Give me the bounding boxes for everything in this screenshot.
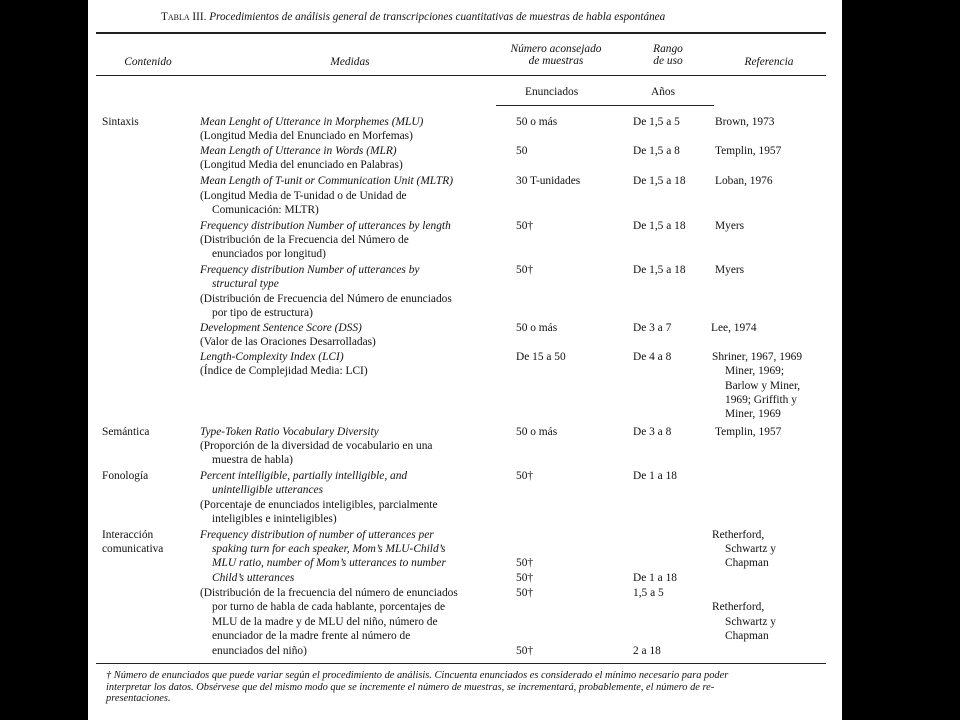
table-footnote (106, 670, 822, 705)
header-numero (494, 43, 618, 67)
measure-lci: Length-Complexity Index (LCI) (200, 351, 344, 363)
measure-dss: Development Sentence Score (DSS) (200, 322, 362, 334)
measure-pct-es-1: (Porcentaje de enunciados inteligibles, parcialmente (200, 499, 438, 511)
table-title-text: Procedimientos de análisis general de transcripciones cuantitativas de muestras de habla espontánea (209, 11, 666, 23)
measure-fdl-es-2: enunciados por longitud) (212, 248, 326, 260)
reference-ttr: Templin, 1957 (715, 426, 782, 438)
header-contenido: Contenido (124, 56, 172, 68)
measure-ttr-es-2: muestra de habla) (212, 454, 293, 466)
measure-mlu: Mean Lenght of Utterance in Morphemes (MLU) (200, 116, 424, 128)
reference-lci-1: Shriner, 1967, 1969 (712, 351, 803, 363)
measure-dss-es: (Valor de las Oraciones Desarrolladas) (200, 336, 376, 348)
reference-dss: Lee, 1974 (711, 322, 757, 334)
samples-pct: 50† (516, 470, 534, 482)
reference-lci-4: 1969; Griffith y (725, 394, 797, 406)
reference-freq-b-2: Schwartz y (725, 616, 776, 628)
footnote-line-3: presentaciones. (106, 693, 171, 705)
reference-lci-3: Barlow y Miner, (725, 380, 801, 392)
reference-lci-2: Miner, 1969; (725, 365, 785, 377)
measure-pct-es-2: inteligibles e ininteligibles) (212, 513, 337, 525)
reference-freq-b-1: Retherford, (712, 601, 765, 613)
category-fonologia: Fonología (102, 470, 149, 482)
subheader-anos: Años (651, 86, 676, 98)
measure-freq-1: Frequency distribution of number of utterances per (200, 529, 434, 541)
samples-freq-1: 50† (516, 557, 534, 569)
reference-freq-b-3: Chapman (725, 630, 769, 642)
measure-freq-3: MLU ratio, number of Mom’s utterances to number (212, 557, 446, 569)
range-mlu: De 1,5 a 5 (633, 116, 680, 128)
measure-fds: Frequency distribution Number of utterances by (200, 264, 420, 276)
range-dss: De 3 a 7 (633, 322, 672, 334)
samples-mlu: 50 o más (516, 116, 558, 128)
samples-freq-3: 50† (516, 587, 534, 599)
table-title (161, 12, 665, 23)
range-freq-2: 1,5 a 5 (633, 587, 664, 599)
range-freq-3: 2 a 18 (633, 645, 661, 657)
measure-freq-2: spaking turn for each speaker, Mom’s MLU-Child’s (212, 543, 446, 555)
header-rango-line1: Rango (653, 43, 683, 55)
measure-freq-es-4: enunciador de la madre frente al número de (212, 630, 411, 642)
range-lci: De 4 a 8 (633, 351, 672, 363)
measure-freq-es-5: enunciados del niño) (212, 645, 307, 657)
measure-mlr: Mean Length of Utterance in Words (MLR) (200, 145, 397, 157)
subheader-rule (496, 105, 714, 106)
range-mltr: De 1,5 a 18 (633, 175, 686, 187)
reference-fds: Myers (715, 264, 745, 276)
header-numero-line2: de muestras (528, 55, 584, 67)
top-rule (96, 32, 826, 34)
category-interaccion-1: Interacción (102, 529, 154, 541)
samples-mltr: 30 T-unidades (516, 175, 581, 187)
category-semantica: Semántica (102, 426, 150, 438)
measure-freq-es-3: MLU de la madre y de MLU del niño, número de (212, 616, 438, 628)
measure-freq-es-1: (Distribución de la frecuencia del número de enunciados (200, 587, 458, 599)
measure-ttr: Type-Token Ratio Vocabulary Diversity (200, 426, 379, 438)
measure-fdl: Frequency distribution Number of utterances by length (200, 220, 451, 232)
measure-freq-es-2: por turno de habla de cada hablante, porcentajes de (212, 601, 446, 613)
footnote-line-2: interpretar los datos. Obsérvese que del mismo modo que se incremente el número de muestras, se incrementará, probablemente, el número de re- (106, 681, 715, 693)
header-rango-line2: de uso (653, 55, 683, 67)
measure-mltr-es-2: Comunicación: MLTR) (212, 204, 319, 216)
samples-fdl: 50† (516, 220, 534, 232)
measure-freq-4: Child’s utterances (212, 572, 295, 584)
measure-pct-2: unintelligible utterances (212, 484, 324, 496)
measure-mlr-es: (Longitud Media del enunciado en Palabras) (200, 159, 403, 171)
header-numero-line1: Número aconsejado (510, 43, 602, 55)
samples-fds: 50† (516, 264, 534, 276)
category-sintaxis: Sintaxis (102, 116, 139, 128)
measure-pct: Percent intelligible, partially intelligible, and (200, 470, 408, 482)
table-title-prefix: Tabla III. (161, 11, 207, 23)
category-interaccion-2: comunicativa (102, 543, 164, 555)
measure-fds-2: structural type (212, 278, 279, 290)
measure-mltr: Mean Length of T-unit or Communication Unit (MLTR) (200, 175, 453, 187)
samples-dss: 50 o más (516, 322, 558, 334)
reference-freq-a-3: Chapman (725, 557, 769, 569)
reference-mltr: Loban, 1976 (715, 175, 773, 187)
range-ttr: De 3 a 8 (633, 426, 672, 438)
measure-mlu-es: (Longitud Media del Enunciado en Morfemas) (200, 130, 413, 142)
range-fds: De 1,5 a 18 (633, 264, 686, 276)
subheader-enunciados: Enunciados (525, 86, 579, 98)
reference-freq-a-1: Retherford, (712, 529, 765, 541)
range-mlr: De 1,5 a 8 (633, 145, 680, 157)
document-page (88, 0, 842, 720)
measure-mltr-es-1: (Longitud Media de T-unidad o de Unidad de (200, 190, 407, 202)
header-medidas: Medidas (330, 56, 370, 68)
reference-mlr: Templin, 1957 (715, 145, 782, 157)
samples-lci: De 15 a 50 (516, 351, 566, 363)
reference-fdl: Myers (715, 220, 745, 232)
samples-freq-2: 50† (516, 572, 534, 584)
reference-mlu: Brown, 1973 (715, 116, 775, 128)
reference-freq-a-2: Schwartz y (725, 543, 776, 555)
measure-lci-es: (Índice de Complejidad Media: LCI) (200, 365, 368, 377)
samples-freq-4: 50† (516, 645, 534, 657)
measure-ttr-es-1: (Proporción de la diversidad de vocabulario en una (200, 440, 433, 452)
range-pct: De 1 a 18 (633, 470, 677, 482)
footnote-line-1: † Número de enunciados que puede variar según el procedimiento de análisis. Cincuenta enunciados es considerado el mínimo necesario para poder (106, 670, 729, 681)
samples-ttr: 50 o más (516, 426, 558, 438)
reference-lci-5: Miner, 1969 (725, 408, 781, 420)
header-rango (628, 43, 708, 67)
bottom-rule (96, 663, 826, 664)
header-referencia: Referencia (744, 56, 794, 68)
samples-mlr: 50 (516, 145, 528, 157)
range-fdl: De 1,5 a 18 (633, 220, 686, 232)
measure-fdl-es-1: (Distribución de la Frecuencia del Número de (200, 234, 409, 246)
measure-fds-es-1: (Distribución de Frecuencia del Número de enunciados (200, 293, 452, 305)
range-freq-1: De 1 a 18 (633, 572, 677, 584)
measure-fds-es-2: por tipo de estructura) (212, 307, 313, 319)
header-rule (96, 75, 826, 76)
